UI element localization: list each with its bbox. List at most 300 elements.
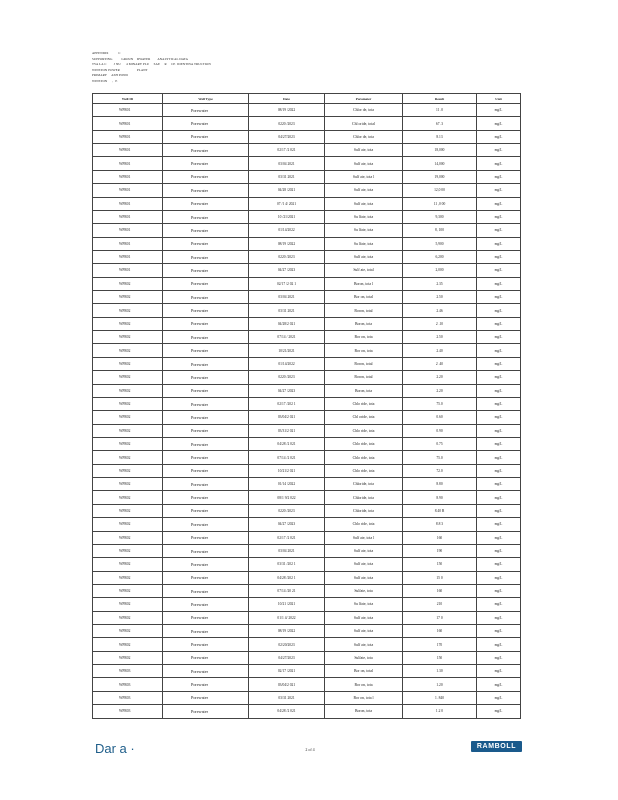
- cell-result: 2.20: [403, 384, 477, 397]
- cell-well-id: WPR02: [93, 571, 163, 584]
- table-row: [93, 571, 521, 584]
- cell-well-id: WPR01: [93, 157, 163, 170]
- cell-result: 72.0: [403, 464, 477, 477]
- cell-unit: mg/L: [477, 544, 521, 557]
- cell-well-id: WPR03: [93, 678, 163, 691]
- cell-well-id: WPR01: [93, 210, 163, 223]
- cell-date: 04/27/2023: [249, 651, 325, 664]
- cell-result: 2.46: [403, 304, 477, 317]
- footer-draft-mark: Dar a ·: [95, 741, 135, 756]
- cell-well-id: WPR01: [93, 170, 163, 183]
- cell-result: 12,0 00: [403, 184, 477, 197]
- cell-well-id: WPR02: [93, 558, 163, 571]
- cell-result: 75.0: [403, 397, 477, 410]
- table-row: [93, 518, 521, 531]
- cell-well-type: Porewater: [163, 571, 249, 584]
- cell-unit: mg/L: [477, 237, 521, 250]
- cell-date: 07 /1 4/ 2021: [249, 197, 325, 210]
- cell-well-type: Porewater: [163, 651, 249, 664]
- cell-parameter: Sulf ate, tota: [325, 625, 403, 638]
- cell-well-id: WPR03: [93, 691, 163, 704]
- cell-well-type: Porewater: [163, 518, 249, 531]
- cell-unit: mg/L: [477, 504, 521, 517]
- cell-result: 67 .3: [403, 117, 477, 130]
- cell-parameter: Sulf ate, tota: [325, 184, 403, 197]
- cell-well-id: WPR02: [93, 464, 163, 477]
- table-row: [93, 705, 521, 718]
- table-row: [93, 598, 521, 611]
- table-header-row: [93, 94, 521, 104]
- cell-well-id: WPR02: [93, 424, 163, 437]
- cell-well-type: Porewater: [163, 357, 249, 370]
- column-header-unit: Unit: [477, 94, 521, 104]
- cell-date: 03/04 2021: [249, 291, 325, 304]
- cell-result: 160: [403, 584, 477, 597]
- cell-well-type: Porewater: [163, 117, 249, 130]
- cell-unit: mg/L: [477, 264, 521, 277]
- cell-well-id: WPR02: [93, 411, 163, 424]
- table-row: [93, 357, 521, 370]
- cell-unit: mg/L: [477, 304, 521, 317]
- table-row: [93, 464, 521, 477]
- cell-well-id: WPR02: [93, 584, 163, 597]
- cell-unit: mg/L: [477, 411, 521, 424]
- cell-parameter: Sulf ate, tota l: [325, 531, 403, 544]
- table-row: [93, 304, 521, 317]
- table-row: [93, 478, 521, 491]
- cell-parameter: Chlor de, tota: [325, 130, 403, 143]
- cell-unit: mg/L: [477, 558, 521, 571]
- cell-well-type: Porewater: [163, 598, 249, 611]
- cell-result: 2.35: [403, 277, 477, 290]
- cell-unit: mg/L: [477, 491, 521, 504]
- cell-parameter: Boron, total: [325, 357, 403, 370]
- cell-result: 19,000: [403, 170, 477, 183]
- cell-well-id: WPR03: [93, 705, 163, 718]
- cell-result: 1. 840: [403, 691, 477, 704]
- cell-date: 04/28 /2 021: [249, 705, 325, 718]
- cell-unit: mg/L: [477, 397, 521, 410]
- cell-date: 07/14 /20 21: [249, 584, 325, 597]
- cell-unit: mg/L: [477, 277, 521, 290]
- cell-well-id: WPR02: [93, 397, 163, 410]
- cell-date: 02/17 /202 1: [249, 397, 325, 410]
- cell-well-id: WPR02: [93, 651, 163, 664]
- cell-well-id: WPR02: [93, 625, 163, 638]
- cell-well-id: WPR01: [93, 144, 163, 157]
- document-header: [92, 51, 512, 85]
- cell-parameter: Su lfate, tota: [325, 598, 403, 611]
- table-row: [93, 451, 521, 464]
- cell-date: 08/19 /2022: [249, 104, 325, 117]
- cell-result: 8, 100: [403, 224, 477, 237]
- column-header-well-type: Well Type: [163, 94, 249, 104]
- cell-result: 0.90: [403, 424, 477, 437]
- cell-date: 04/27 /2023: [249, 518, 325, 531]
- cell-unit: mg/L: [477, 678, 521, 691]
- cell-unit: mg/L: [477, 638, 521, 651]
- cell-well-id: WPR01: [93, 250, 163, 263]
- cell-unit: mg/L: [477, 117, 521, 130]
- cell-date: 08/19 /2022: [249, 237, 325, 250]
- cell-date: 03/31 2021: [249, 304, 325, 317]
- cell-parameter: Bor on, tota l: [325, 691, 403, 704]
- cell-well-type: Porewater: [163, 264, 249, 277]
- cell-unit: mg/L: [477, 518, 521, 531]
- cell-well-id: WPR01: [93, 184, 163, 197]
- cell-result: 17 0: [403, 611, 477, 624]
- cell-well-type: Porewater: [163, 625, 249, 638]
- cell-parameter: Chlo ride, tota: [325, 437, 403, 450]
- table-row: [93, 504, 521, 517]
- cell-parameter: Chlo ride, tota: [325, 397, 403, 410]
- cell-well-type: Porewater: [163, 531, 249, 544]
- cell-well-type: Porewater: [163, 184, 249, 197]
- table-row: [93, 558, 521, 571]
- cell-well-type: Porewater: [163, 544, 249, 557]
- cell-well-id: WPR02: [93, 598, 163, 611]
- cell-parameter: Chl oride, tota: [325, 411, 403, 424]
- cell-parameter: Boron, tota l: [325, 277, 403, 290]
- cell-parameter: Su lfate, tota: [325, 224, 403, 237]
- table-row: [93, 331, 521, 344]
- cell-date: 04/27 /2023: [249, 264, 325, 277]
- cell-well-type: Porewater: [163, 371, 249, 384]
- cell-result: 1.20: [403, 678, 477, 691]
- cell-parameter: Chlo ride, tota: [325, 451, 403, 464]
- cell-date: 01/14 /2022: [249, 478, 325, 491]
- cell-well-id: WPR02: [93, 611, 163, 624]
- cell-parameter: Bor on, tota: [325, 678, 403, 691]
- cell-well-id: WPR02: [93, 304, 163, 317]
- cell-well-type: Porewater: [163, 665, 249, 678]
- table-row: [93, 250, 521, 263]
- cell-result: 2 .10: [403, 317, 477, 330]
- column-header-well-id: Well ID: [93, 94, 163, 104]
- cell-date: 10 /21/2021: [249, 210, 325, 223]
- cell-well-type: Porewater: [163, 210, 249, 223]
- cell-parameter: Boron, tota: [325, 317, 403, 330]
- table-row: [93, 691, 521, 704]
- cell-parameter: Sulf ate, tota l: [325, 170, 403, 183]
- cell-well-id: WPR03: [93, 665, 163, 678]
- cell-well-type: Porewater: [163, 691, 249, 704]
- cell-parameter: Sulf ate, tota: [325, 571, 403, 584]
- cell-unit: mg/L: [477, 424, 521, 437]
- cell-parameter: Chlor de, tota: [325, 104, 403, 117]
- cell-well-type: Porewater: [163, 157, 249, 170]
- cell-date: 03/04/2 021: [249, 411, 325, 424]
- table-row: [93, 104, 521, 117]
- cell-unit: mg/L: [477, 437, 521, 450]
- cell-result: 18,000: [403, 144, 477, 157]
- logo-text: RAMBOLL: [476, 743, 517, 750]
- cell-result: 15 0: [403, 571, 477, 584]
- cell-result: 14,000: [403, 157, 477, 170]
- cell-date: 04/28 /202 1: [249, 571, 325, 584]
- cell-well-type: Porewater: [163, 584, 249, 597]
- table-row: [93, 291, 521, 304]
- cell-unit: mg/L: [477, 611, 521, 624]
- cell-well-type: Porewater: [163, 558, 249, 571]
- cell-parameter: Sulfate, tota: [325, 584, 403, 597]
- cell-result: 0.75: [403, 437, 477, 450]
- cell-parameter: Chlo ride, tota: [325, 464, 403, 477]
- cell-unit: mg/L: [477, 651, 521, 664]
- cell-well-type: Porewater: [163, 478, 249, 491]
- table-row: [93, 384, 521, 397]
- cell-date: 10/21 /2021: [249, 598, 325, 611]
- cell-well-id: WPR02: [93, 291, 163, 304]
- table-row: [93, 210, 521, 223]
- cell-well-type: Porewater: [163, 437, 249, 450]
- cell-well-type: Porewater: [163, 104, 249, 117]
- cell-unit: mg/L: [477, 344, 521, 357]
- cell-unit: mg/L: [477, 157, 521, 170]
- cell-result: 2.50: [403, 291, 477, 304]
- cell-unit: mg/L: [477, 250, 521, 263]
- cell-date: 02/17 /2 02 1: [249, 277, 325, 290]
- cell-unit: mg/L: [477, 210, 521, 223]
- cell-unit: mg/L: [477, 144, 521, 157]
- cell-result: 2.40: [403, 344, 477, 357]
- cell-well-type: Porewater: [163, 491, 249, 504]
- column-header-parameter: Parameter: [325, 94, 403, 104]
- cell-parameter: Sulf ate, tota: [325, 638, 403, 651]
- cell-parameter: Sulf ate, tota: [325, 144, 403, 157]
- cell-unit: mg/L: [477, 691, 521, 704]
- cell-date: 02/17 /2 021: [249, 144, 325, 157]
- table-row: [93, 264, 521, 277]
- cell-result: 2 .40: [403, 357, 477, 370]
- cell-well-id: WPR01: [93, 104, 163, 117]
- cell-well-type: Porewater: [163, 611, 249, 624]
- cell-parameter: Chloride, tota: [325, 504, 403, 517]
- table-row: [93, 237, 521, 250]
- cell-parameter: Chloride, tota: [325, 491, 403, 504]
- cell-date: 03/04 2021: [249, 544, 325, 557]
- cell-parameter: Sulf ate, total: [325, 264, 403, 277]
- cell-well-type: Porewater: [163, 304, 249, 317]
- cell-well-id: WPR02: [93, 451, 163, 464]
- cell-date: 03/04/2 021: [249, 678, 325, 691]
- cell-well-type: Porewater: [163, 197, 249, 210]
- table-row: [93, 144, 521, 157]
- table-row: [93, 317, 521, 330]
- cell-date: 07/14 /2 021: [249, 451, 325, 464]
- cell-unit: mg/L: [477, 331, 521, 344]
- cell-date: 04/28 /2 021: [249, 437, 325, 450]
- cell-unit: mg/L: [477, 130, 521, 143]
- cell-parameter: Bor on, total: [325, 665, 403, 678]
- cell-unit: mg/L: [477, 478, 521, 491]
- cell-well-type: Porewater: [163, 705, 249, 718]
- cell-result: 5,900: [403, 237, 477, 250]
- cell-well-id: WPR01: [93, 197, 163, 210]
- cell-result: 210: [403, 598, 477, 611]
- cell-result: 8.8 3: [403, 518, 477, 531]
- cell-date: 08/1 9/2 022: [249, 491, 325, 504]
- cell-well-type: Porewater: [163, 638, 249, 651]
- cell-date: 02/20/2023: [249, 638, 325, 651]
- cell-parameter: Sulf ate, tota: [325, 157, 403, 170]
- cell-parameter: Boron, tota: [325, 705, 403, 718]
- cell-well-type: Porewater: [163, 384, 249, 397]
- table-row: [93, 531, 521, 544]
- table-row: [93, 584, 521, 597]
- cell-result: 11 .0: [403, 104, 477, 117]
- cell-well-type: Porewater: [163, 144, 249, 157]
- cell-date: 07/14 / 2021: [249, 331, 325, 344]
- cell-date: 04/27 /2023: [249, 384, 325, 397]
- cell-well-id: WPR02: [93, 317, 163, 330]
- cell-parameter: Sulf ate, tota: [325, 611, 403, 624]
- cell-result: 8.90: [403, 491, 477, 504]
- cell-well-type: Porewater: [163, 250, 249, 263]
- cell-result: 150: [403, 651, 477, 664]
- cell-well-type: Porewater: [163, 464, 249, 477]
- cell-well-type: Porewater: [163, 170, 249, 183]
- header-line-title: SUPPORTING GROUN DWATER ANALYTICAL DATA: [92, 56, 189, 61]
- cell-result: 8.40 B: [403, 504, 477, 517]
- cell-result: 2.50: [403, 331, 477, 344]
- cell-well-id: WPR02: [93, 371, 163, 384]
- table-row: [93, 665, 521, 678]
- table-row: [93, 157, 521, 170]
- cell-unit: mg/L: [477, 705, 521, 718]
- cell-well-id: WPR02: [93, 437, 163, 450]
- cell-parameter: Boron, tota: [325, 384, 403, 397]
- table-row: [93, 411, 521, 424]
- cell-date: 10/21/2 021: [249, 464, 325, 477]
- cell-well-id: WPR02: [93, 357, 163, 370]
- table-row: [93, 130, 521, 143]
- cell-unit: mg/L: [477, 451, 521, 464]
- cell-unit: mg/L: [477, 464, 521, 477]
- cell-parameter: Chloride, tota: [325, 478, 403, 491]
- table-row: [93, 651, 521, 664]
- cell-result: 1.30: [403, 665, 477, 678]
- cell-well-id: WPR01: [93, 264, 163, 277]
- cell-unit: mg/L: [477, 665, 521, 678]
- cell-well-type: Porewater: [163, 451, 249, 464]
- table-body: [93, 104, 521, 719]
- cell-well-id: WPR02: [93, 531, 163, 544]
- cell-result: 170: [403, 638, 477, 651]
- cell-parameter: Sulf ate, tota: [325, 250, 403, 263]
- cell-well-id: WPR02: [93, 277, 163, 290]
- table-row: [93, 611, 521, 624]
- cell-well-type: Porewater: [163, 504, 249, 517]
- table-row: [93, 197, 521, 210]
- cell-result: 75.0: [403, 451, 477, 464]
- cell-well-id: WPR02: [93, 638, 163, 651]
- table-row: [93, 170, 521, 183]
- cell-result: 1.2 0: [403, 705, 477, 718]
- cell-well-id: WPR02: [93, 544, 163, 557]
- table-row: [93, 397, 521, 410]
- table-row: [93, 424, 521, 437]
- cell-unit: mg/L: [477, 357, 521, 370]
- analytical-data-table: [92, 93, 521, 719]
- cell-well-type: Porewater: [163, 424, 249, 437]
- cell-result: 8.80: [403, 478, 477, 491]
- cell-unit: mg/L: [477, 531, 521, 544]
- cell-parameter: Su lfate, tota: [325, 237, 403, 250]
- cell-date: 04/28 /2021: [249, 184, 325, 197]
- table-row: [93, 491, 521, 504]
- cell-result: 6,200: [403, 250, 477, 263]
- cell-unit: mg/L: [477, 625, 521, 638]
- cell-unit: mg/L: [477, 197, 521, 210]
- cell-parameter: Boron, total: [325, 304, 403, 317]
- cell-well-id: WPR02: [93, 504, 163, 517]
- cell-result: 160: [403, 531, 477, 544]
- cell-well-id: WPR02: [93, 331, 163, 344]
- cell-date: 03/31 2021: [249, 691, 325, 704]
- table-row: [93, 437, 521, 450]
- cell-date: 04/27/2023: [249, 130, 325, 143]
- cell-date: 04/28/2 021: [249, 317, 325, 330]
- cell-well-id: WPR02: [93, 344, 163, 357]
- cell-parameter: Sulf ate, tota: [325, 558, 403, 571]
- cell-parameter: Chlo ride, tota: [325, 424, 403, 437]
- cell-date: 02/17 /2021: [249, 665, 325, 678]
- table-row: [93, 544, 521, 557]
- cell-unit: mg/L: [477, 291, 521, 304]
- cell-parameter: Su lfate, tota: [325, 210, 403, 223]
- cell-parameter: Sulfate, tota: [325, 651, 403, 664]
- cell-unit: mg/L: [477, 184, 521, 197]
- table-row: [93, 625, 521, 638]
- table-row: [93, 277, 521, 290]
- cell-well-type: Porewater: [163, 237, 249, 250]
- cell-result: 2.20: [403, 371, 477, 384]
- cell-date: 03/31 /202 1: [249, 558, 325, 571]
- cell-result: 2,000: [403, 264, 477, 277]
- cell-result: 190: [403, 544, 477, 557]
- cell-well-type: Porewater: [163, 224, 249, 237]
- cell-result: 11 ,0 00: [403, 197, 477, 210]
- cell-result: 0.60: [403, 411, 477, 424]
- cell-unit: mg/L: [477, 317, 521, 330]
- cell-unit: mg/L: [477, 104, 521, 117]
- cell-unit: mg/L: [477, 371, 521, 384]
- cell-unit: mg/L: [477, 571, 521, 584]
- cell-result: 8.13: [403, 130, 477, 143]
- header-line-plant: WINSTON POWER PLANT: [92, 67, 148, 72]
- cell-parameter: Bor on, tota: [325, 344, 403, 357]
- cell-parameter: Bor on, total: [325, 291, 403, 304]
- cell-date: 01/1 4/ 2022: [249, 611, 325, 624]
- cell-well-id: WPR01: [93, 117, 163, 130]
- cell-result: 150: [403, 558, 477, 571]
- cell-well-id: WPR02: [93, 518, 163, 531]
- header-line-appendix: APPENDIX C: [92, 51, 121, 55]
- cell-parameter: Chl oride, total: [325, 117, 403, 130]
- cell-well-type: Porewater: [163, 317, 249, 330]
- cell-unit: mg/L: [477, 598, 521, 611]
- cell-well-type: Porewater: [163, 344, 249, 357]
- cell-well-type: Porewater: [163, 291, 249, 304]
- header-line-location: WINSTON , E: [92, 78, 118, 83]
- cell-well-id: WPR02: [93, 491, 163, 504]
- header-line-pond: PRIMARY ASH POND: [92, 73, 128, 78]
- column-header-result: Result: [403, 94, 477, 104]
- table-row: [93, 638, 521, 651]
- cell-date: 08/19 /2022: [249, 625, 325, 638]
- cell-date: 03/31 2021: [249, 170, 325, 183]
